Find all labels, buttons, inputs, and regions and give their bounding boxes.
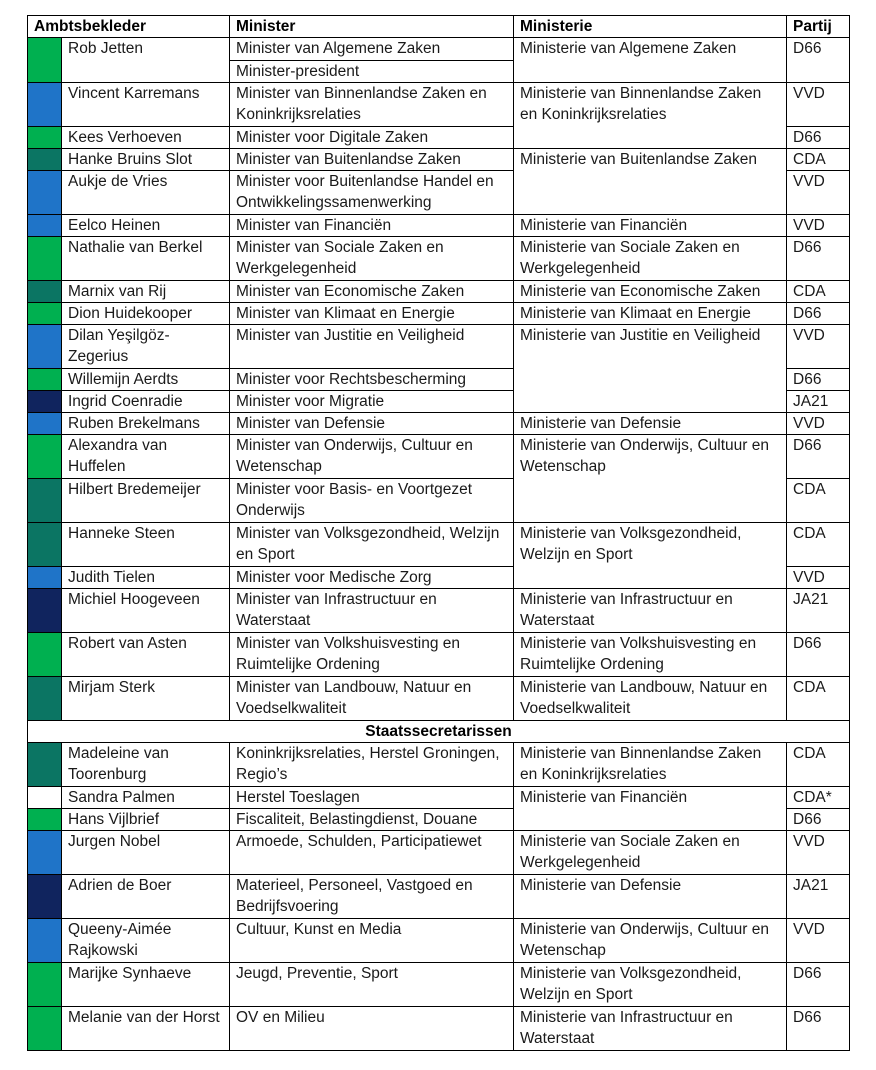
party-color-swatch — [28, 369, 62, 391]
position: Minister van Landbouw, Natuur en Voedselkwaliteit — [230, 677, 514, 721]
party: D66 — [787, 369, 850, 391]
position: Minister van Buitenlandse Zaken — [230, 149, 514, 171]
party: CDA — [787, 677, 850, 721]
table-row — [28, 38, 850, 61]
party-color-swatch — [28, 809, 62, 831]
party-color-swatch — [28, 677, 62, 721]
position: Minister van Defensie — [230, 413, 514, 435]
position: Minister van Algemene Zaken — [230, 38, 514, 61]
official-name: Rob Jetten — [62, 38, 230, 83]
official-name: Vincent Karremans — [62, 83, 230, 127]
table-row — [28, 963, 850, 1007]
party-color-swatch — [28, 127, 62, 149]
party-color-swatch — [28, 413, 62, 435]
official-name: Michiel Hoogeveen — [62, 589, 230, 633]
ministry: Ministerie van Infrastructuur en Waterstaat — [514, 589, 787, 633]
position: Minister voor Buitenlandse Handel en Ontwikkelingssamenwerking — [230, 171, 514, 215]
ministry: Ministerie van Binnenlandse Zaken en Koninkrijksrelaties — [514, 83, 787, 149]
ministry: Ministerie van Justitie en Veiligheid — [514, 325, 787, 413]
official-name: Willemijn Aerdts — [62, 369, 230, 391]
official-name: Queeny-Aimée Rajkowski — [62, 919, 230, 963]
ministry: Ministerie van Onderwijs, Cultuur en Wetenschap — [514, 435, 787, 523]
party-color-swatch — [28, 875, 62, 919]
party-color-swatch — [28, 1007, 62, 1051]
party-color-swatch — [28, 215, 62, 237]
header-row — [28, 16, 850, 38]
official-name: Ingrid Coenradie — [62, 391, 230, 413]
position: Minister voor Basis- en Voortgezet Onderwijs — [230, 479, 514, 523]
official-name: Hanneke Steen — [62, 523, 230, 567]
ministry: Ministerie van Defensie — [514, 413, 787, 435]
party-color-swatch-split — [28, 787, 62, 809]
official-name: Nathalie van Berkel — [62, 237, 230, 281]
ministry: Ministerie van Financiën — [514, 787, 787, 831]
position: Minister van Klimaat en Energie — [230, 303, 514, 325]
ministry: Ministerie van Volksgezondheid, Welzijn en Sport — [514, 523, 787, 589]
cabinet-table — [27, 15, 850, 1051]
party-color-swatch — [28, 919, 62, 963]
ministry: Ministerie van Sociale Zaken en Werkgelegenheid — [514, 831, 787, 875]
party-color-swatch — [28, 38, 62, 83]
party-color-swatch — [28, 435, 62, 479]
party-color-swatch — [28, 589, 62, 633]
position: Minister van Financiën — [230, 215, 514, 237]
party: D66 — [787, 127, 850, 149]
portfolio: Koninkrijksrelaties, Herstel Groningen, Regio’s — [230, 743, 514, 787]
party: JA21 — [787, 875, 850, 919]
party: D66 — [787, 1007, 850, 1051]
party-color-swatch — [28, 479, 62, 523]
official-name: Hans Vijlbrief — [62, 809, 230, 831]
official-name: Robert van Asten — [62, 633, 230, 677]
official-name: Mirjam Sterk — [62, 677, 230, 721]
party-color-swatch — [28, 237, 62, 281]
party-color-swatch — [28, 171, 62, 215]
party-color-swatch — [28, 633, 62, 677]
position: Minister van Onderwijs, Cultuur en Wetenschap — [230, 435, 514, 479]
table-row — [28, 875, 850, 919]
header-ambtsbekleder: Ambtsbekleder — [28, 16, 230, 38]
position: Minister van Infrastructuur en Waterstaat — [230, 589, 514, 633]
party: VVD — [787, 831, 850, 875]
party: VVD — [787, 325, 850, 369]
party-color-swatch — [28, 831, 62, 875]
table-row — [28, 325, 850, 369]
table-row — [28, 303, 850, 325]
ministry: Ministerie van Binnenlandse Zaken en Koninkrijksrelaties — [514, 743, 787, 787]
section-title: Staatssecretarissen — [28, 721, 850, 743]
official-name: Alexandra van Huffelen — [62, 435, 230, 479]
party: VVD — [787, 567, 850, 589]
position: Minister van Sociale Zaken en Werkgelegenheid — [230, 237, 514, 281]
table-row — [28, 281, 850, 303]
party: JA21 — [787, 391, 850, 413]
ministry: Ministerie van Klimaat en Energie — [514, 303, 787, 325]
official-name: Adrien de Boer — [62, 875, 230, 919]
ministry: Ministerie van Infrastructuur en Waterstaat — [514, 1007, 787, 1051]
official-name: Melanie van der Horst — [62, 1007, 230, 1051]
position: Minister voor Digitale Zaken — [230, 127, 514, 149]
party: VVD — [787, 171, 850, 215]
party-color-swatch — [28, 963, 62, 1007]
position: Minister van Justitie en Veiligheid — [230, 325, 514, 369]
party: D66 — [787, 809, 850, 831]
table-row — [28, 589, 850, 633]
position: Minister van Binnenlandse Zaken en Koninkrijksrelaties — [230, 83, 514, 127]
party-color-swatch — [28, 743, 62, 787]
party-color-swatch — [28, 391, 62, 413]
header-minister: Minister — [230, 16, 514, 38]
table-row — [28, 677, 850, 721]
party: VVD — [787, 83, 850, 127]
official-name: Marnix van Rij — [62, 281, 230, 303]
official-name: Kees Verhoeven — [62, 127, 230, 149]
table-row — [28, 919, 850, 963]
portfolio: Materieel, Personeel, Vastgoed en Bedrijfsvoering — [230, 875, 514, 919]
table-row — [28, 1007, 850, 1051]
party: CDA — [787, 479, 850, 523]
party: D66 — [787, 435, 850, 479]
ministry: Ministerie van Defensie — [514, 875, 787, 919]
party-color-swatch — [28, 281, 62, 303]
table-row — [28, 413, 850, 435]
ministry: Ministerie van Onderwijs, Cultuur en Wetenschap — [514, 919, 787, 963]
official-name: Judith Tielen — [62, 567, 230, 589]
table-row — [28, 523, 850, 567]
ministry: Ministerie van Economische Zaken — [514, 281, 787, 303]
portfolio: Jeugd, Preventie, Sport — [230, 963, 514, 1007]
party: D66 — [787, 633, 850, 677]
official-name: Marijke Synhaeve — [62, 963, 230, 1007]
ministry: Ministerie van Financiën — [514, 215, 787, 237]
header-ministerie: Ministerie — [514, 16, 787, 38]
party-color-swatch — [28, 149, 62, 171]
table-row — [28, 237, 850, 281]
ministry: Ministerie van Sociale Zaken en Werkgelegenheid — [514, 237, 787, 281]
party: D66 — [787, 303, 850, 325]
party-color-swatch — [28, 303, 62, 325]
party: CDA — [787, 523, 850, 567]
ministry: Ministerie van Landbouw, Natuur en Voedselkwaliteit — [514, 677, 787, 721]
portfolio: Herstel Toeslagen — [230, 787, 514, 809]
ministry: Ministerie van Buitenlandse Zaken — [514, 149, 787, 215]
party: CDA — [787, 281, 850, 303]
party-color-swatch — [28, 523, 62, 567]
position: Minister voor Medische Zorg — [230, 567, 514, 589]
official-name: Hilbert Bredemeijer — [62, 479, 230, 523]
party: VVD — [787, 413, 850, 435]
portfolio: Fiscaliteit, Belastingdienst, Douane — [230, 809, 514, 831]
party-color-swatch — [28, 83, 62, 127]
ministry: Ministerie van Volkshuisvesting en Ruimtelijke Ordening — [514, 633, 787, 677]
official-name: Hanke Bruins Slot — [62, 149, 230, 171]
party: CDA — [787, 149, 850, 171]
ministry: Ministerie van Volksgezondheid, Welzijn en Sport — [514, 963, 787, 1007]
section-header-row — [28, 721, 850, 743]
position: Minister van Economische Zaken — [230, 281, 514, 303]
party: JA21 — [787, 589, 850, 633]
party: D66 — [787, 963, 850, 1007]
official-name: Aukje de Vries — [62, 171, 230, 215]
position: Minister voor Rechtsbescherming — [230, 369, 514, 391]
table-row — [28, 743, 850, 787]
portfolio: Cultuur, Kunst en Media — [230, 919, 514, 963]
table-row — [28, 215, 850, 237]
party: D66 — [787, 237, 850, 281]
table-row — [28, 633, 850, 677]
table-row — [28, 435, 850, 479]
official-name: Madeleine van Toorenburg — [62, 743, 230, 787]
portfolio: Armoede, Schulden, Participatiewet — [230, 831, 514, 875]
position: Minister voor Migratie — [230, 391, 514, 413]
official-name: Jurgen Nobel — [62, 831, 230, 875]
position: Minister van Volkshuisvesting en Ruimtelijke Ordening — [230, 633, 514, 677]
official-name: Ruben Brekelmans — [62, 413, 230, 435]
position: Minister van Volksgezondheid, Welzijn en Sport — [230, 523, 514, 567]
table-row — [28, 149, 850, 171]
table-row — [28, 83, 850, 127]
party: VVD — [787, 919, 850, 963]
header-partij: Partij — [787, 16, 850, 38]
official-name: Dilan Yeşilgöz-Zegerius — [62, 325, 230, 369]
party: D66 — [787, 38, 850, 83]
party-color-swatch — [28, 567, 62, 589]
position: Minister-president — [230, 61, 514, 83]
table-row — [28, 787, 850, 809]
party: VVD — [787, 215, 850, 237]
official-name: Sandra Palmen — [62, 787, 230, 809]
party-color-swatch — [28, 325, 62, 369]
portfolio: OV en Milieu — [230, 1007, 514, 1051]
ministry: Ministerie van Algemene Zaken — [514, 38, 787, 83]
table-row — [28, 831, 850, 875]
party: CDA* — [787, 787, 850, 809]
official-name: Eelco Heinen — [62, 215, 230, 237]
party: CDA — [787, 743, 850, 787]
official-name: Dion Huidekooper — [62, 303, 230, 325]
